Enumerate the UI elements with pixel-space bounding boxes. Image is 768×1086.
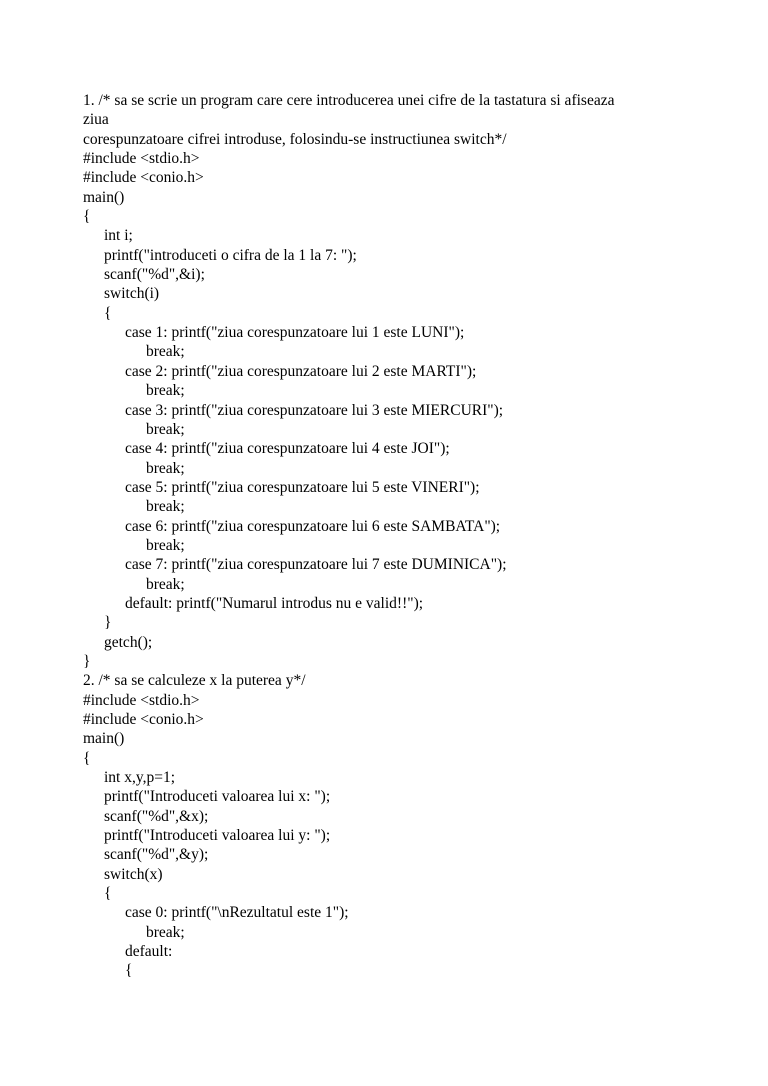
code-line: int i; [104, 227, 133, 245]
code-line: scanf("%d",&i); [104, 266, 205, 284]
code-line: break; [146, 420, 185, 438]
code-line: } [104, 614, 112, 632]
code-line: scanf("%d",&y); [104, 846, 209, 864]
code-line: #include <stdio.h> [83, 691, 200, 709]
code-line: getch(); [104, 633, 153, 651]
code-line: { [83, 208, 91, 226]
code-line: { [83, 749, 91, 767]
code-line: printf("Introduceti valoarea lui x: "); [104, 788, 331, 806]
code-listing [83, 91, 723, 981]
code-line: corespunzatoare cifrei introduse, folosindu-se instructiunea switch*/ [83, 130, 507, 148]
code-line: printf("introduceti o cifra de la 1 la 7: "); [104, 246, 357, 264]
code-line: case 3: printf("ziua corespunzatoare lui 3 este MIERCURI"); [125, 401, 504, 419]
code-line: case 4: printf("ziua corespunzatoare lui 4 este JOI"); [125, 440, 450, 458]
code-line: case 6: printf("ziua corespunzatoare lui 6 este SAMBATA"); [125, 517, 501, 535]
code-line: case 2: printf("ziua corespunzatoare lui 2 este MARTI"); [125, 362, 477, 380]
code-line: break; [146, 382, 185, 400]
code-line: default: printf("Numarul introdus nu e valid!!"); [125, 594, 424, 612]
code-line: { [104, 885, 112, 903]
code-line: main() [83, 188, 125, 206]
code-line: switch(i) [104, 285, 160, 303]
code-line: break; [146, 536, 185, 554]
code-line: break; [146, 459, 185, 477]
code-line: { [104, 304, 112, 322]
code-line: 2. /* sa se calculeze x la puterea y*/ [83, 672, 306, 690]
code-line: case 5: printf("ziua corespunzatoare lui 5 este VINERI"); [125, 478, 480, 496]
code-line: ziua [83, 111, 109, 129]
code-line: } [83, 652, 91, 670]
code-line: scanf("%d",&x); [104, 807, 209, 825]
code-line: switch(x) [104, 865, 163, 883]
code-line: #include <stdio.h> [83, 150, 200, 168]
code-line: #include <conio.h> [83, 711, 204, 728]
code-line: #include <conio.h> [83, 169, 204, 187]
code-line: case 7: printf("ziua corespunzatoare lui 7 este DUMINICA"); [125, 556, 507, 574]
code-line: break; [146, 343, 185, 361]
code-line: { [125, 962, 133, 980]
code-line: break; [146, 575, 185, 593]
code-line: main() [83, 730, 125, 748]
code-line: int x,y,p=1; [104, 769, 176, 787]
code-line: break; [146, 923, 185, 941]
code-line: case 1: printf("ziua corespunzatoare lui 1 este LUNI"); [125, 324, 465, 342]
code-line: printf("Introduceti valoarea lui y: "); [104, 827, 331, 845]
code-line: break; [146, 498, 185, 516]
code-line: case 0: printf("\nRezultatul este 1"); [125, 904, 349, 922]
code-line: default: [125, 943, 173, 961]
code-line: 1. /* sa se scrie un program care cere introducerea unei cifre de la tastatura si afiseaza [83, 92, 615, 109]
